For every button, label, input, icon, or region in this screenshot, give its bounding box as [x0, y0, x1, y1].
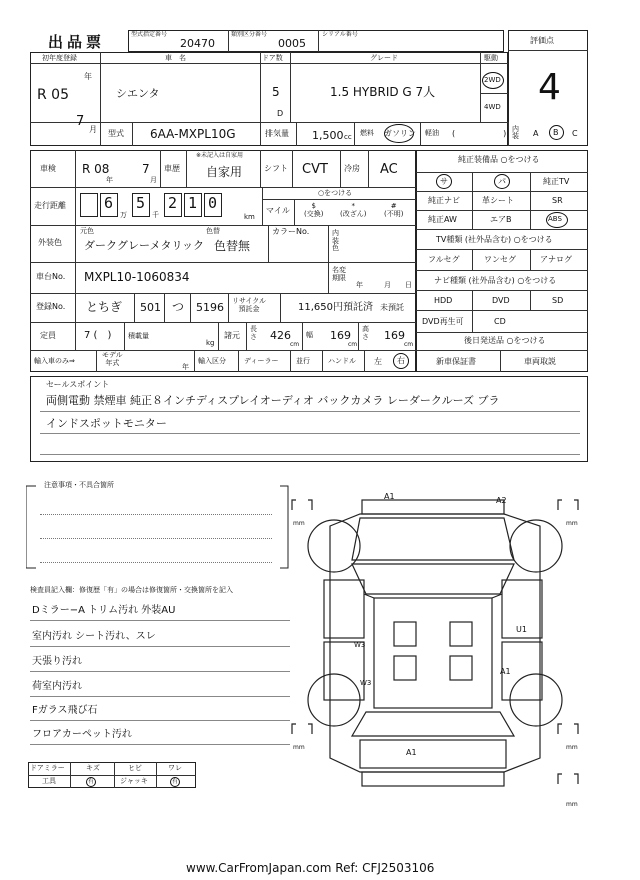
spare-tire-mm: mm: [566, 801, 578, 808]
sales-point-label: セールスポイント: [46, 380, 110, 389]
height-label: 高さ: [362, 325, 369, 341]
shaken-month-unit: 月: [150, 176, 157, 184]
usage-value: 自家用: [206, 165, 243, 179]
name-change-label: 名変 期限: [332, 266, 346, 283]
rating-label: 評価点: [530, 36, 554, 45]
fuel-other: ( ): [452, 129, 507, 138]
navi-title: ナビ種類 (社外品含む) ○をつける: [434, 276, 557, 285]
mileage-digit-1: 6: [104, 194, 114, 212]
damage-u1-right-door: U1: [516, 625, 527, 634]
model-label: 型式: [108, 129, 124, 138]
serial-label: シリアル番号: [322, 31, 358, 38]
mileage-exchange: $ (交換): [304, 202, 324, 219]
handle-left: 左: [374, 357, 382, 366]
type-no-label: 型式指定番号: [131, 31, 168, 38]
first-reg-era: R 05: [37, 87, 69, 103]
import-label: 輸入車のみ⇒: [34, 357, 75, 365]
car-name-label: 車 名: [165, 54, 186, 62]
width-unit: cm: [348, 341, 358, 348]
equip-genuine-tv: 純正TV: [543, 177, 570, 186]
model-year-unit: 年: [182, 363, 189, 371]
legend-tools-yes: 有: [88, 778, 95, 785]
mileage-digit-2: 5: [136, 194, 146, 212]
tv-title: TV種類 (社外品含む) ○をつける: [436, 235, 553, 244]
import-dealer: ディーラー: [244, 357, 279, 365]
inspector-label: 検査員記入欄：修復歴「有」の場合は修復箇所・交換箇所を記入: [30, 586, 233, 594]
doors-label: ドア数: [262, 54, 283, 62]
ac-value: AC: [380, 162, 398, 177]
note-item-5: Fガラス飛び石: [32, 705, 98, 716]
color-value: ダークグレーメタリック: [84, 239, 205, 252]
tire-rr-mm: mm: [566, 744, 578, 751]
displacement-value: 1,500: [312, 129, 344, 142]
drive-2wd: 2WD: [484, 76, 501, 84]
model-value: 6AA-MXPL10G: [150, 127, 236, 141]
length-unit: cm: [290, 341, 300, 348]
fuel-value: ガソリン: [384, 129, 416, 138]
light-oil-label: 軽油: [425, 129, 439, 137]
tire-fr-mm: mm: [566, 520, 578, 527]
car-damage-diagram: [290, 488, 590, 810]
width-label: 幅: [306, 331, 313, 339]
notes-title: 注意事項・不具合箇所: [44, 481, 114, 489]
damage-a1-rear-bumper: A1: [406, 748, 417, 757]
shaken-era: R 08: [82, 162, 110, 176]
chassis-label: 車台No.: [36, 272, 66, 281]
later-warranty: 新車保証書: [436, 357, 476, 366]
legend-ware: ワレ: [168, 764, 182, 772]
first-reg-month: 7: [76, 114, 85, 129]
later-title: 後日発送品 ○をつける: [464, 336, 546, 345]
reg-kana: つ: [172, 300, 185, 314]
import-parallel: 並行: [296, 357, 310, 365]
legend-kizu: キズ: [86, 764, 100, 772]
height-value: 169: [384, 329, 405, 342]
interior-b: B: [553, 128, 559, 137]
class-no-label: 類別区分番号: [231, 31, 268, 38]
note-item-6: フロアカーペット汚れ: [32, 729, 132, 740]
navi-cd: CD: [494, 317, 506, 326]
shaken-year-unit: 年: [106, 176, 113, 184]
usage-note: ※未記入は自家用: [196, 152, 244, 159]
mileage-digit-4: 1: [188, 194, 198, 212]
km-unit: km: [244, 213, 255, 221]
equip-genuine-aw: 純正AW: [428, 215, 457, 224]
reg-class: 501: [140, 301, 161, 314]
first-reg-year-unit: 年: [84, 72, 92, 81]
mileage-unknown: # (不明): [384, 202, 404, 219]
sen-unit: 千: [152, 211, 159, 219]
handle-label: ハンドル: [328, 357, 356, 365]
drive-label: 駆動: [484, 54, 498, 62]
note-item-3: 天張り汚れ: [32, 656, 82, 667]
model-year-label: モデル 年式: [102, 351, 123, 367]
doors-suffix: D: [277, 109, 284, 118]
equip-abs: ABS: [548, 215, 562, 223]
recycle-label: リサイクル 預託金: [232, 297, 267, 314]
tv-fullseg: フルセグ: [428, 255, 460, 264]
displacement-label: 排気量: [265, 129, 289, 138]
mileage-circle-note: ○をつける: [318, 189, 353, 197]
damage-a1-right-rear: A1: [500, 667, 511, 676]
handle-right: 右: [397, 356, 405, 365]
shaken-month: 7: [142, 162, 150, 176]
tire-fl-mm: mm: [293, 520, 305, 527]
legend-jack-yes: 有: [172, 778, 179, 785]
navi-hdd: HDD: [434, 296, 453, 305]
interior-color-label: 内装色: [332, 229, 339, 253]
first-reg-month-unit: 月: [89, 125, 97, 134]
size-label: 諸元: [224, 331, 240, 340]
first-reg-label: 初年度登録: [42, 54, 77, 62]
mile-label: マイル: [266, 206, 290, 215]
cc-unit: cc: [344, 133, 352, 141]
sales-point-line1: 両側電動 禁煙車 純正８インチディスプレイオーディオ バックカメラ レーダークルーズ ブラ: [46, 394, 500, 407]
length-value: 426: [270, 329, 291, 342]
kg-unit: kg: [206, 339, 215, 347]
drive-4wd: 4WD: [484, 103, 501, 111]
usage-label: 車歴: [164, 164, 180, 173]
man-unit: 万: [120, 211, 127, 219]
tv-oneseg: ワンセグ: [484, 255, 516, 264]
doors-value: 5: [272, 85, 280, 99]
reg-label: 登録No.: [36, 302, 66, 311]
mileage-altered: * (改ざん): [340, 202, 367, 219]
interior-a: A: [533, 129, 539, 138]
equip-sunroof: サ: [440, 177, 448, 186]
length-label: 長さ: [250, 325, 257, 341]
ac-label: 冷房: [344, 164, 360, 173]
damage-a1-front-bumper: A1: [384, 492, 395, 501]
chassis-value: MXPL10-1060834: [84, 270, 190, 284]
import-type-label: 輸入区分: [198, 357, 226, 365]
fuel-label: 燃料: [360, 129, 374, 137]
grade-value: 1.5 HYBRID G 7人: [330, 85, 436, 99]
mileage-digit-3: 2: [168, 194, 178, 212]
equip-leather: 革シート: [482, 196, 514, 205]
watermark: www.CarFromJapan.com Ref: CFJ2503106: [186, 861, 435, 875]
sales-point-line2: インドスポットモニター: [46, 417, 167, 430]
notes-bracket: [26, 478, 290, 574]
tv-analog: アナログ: [540, 255, 572, 264]
later-manual: 車両取説: [524, 357, 556, 366]
damage-a2-front-right: A2: [496, 496, 507, 505]
shaken-label: 車検: [40, 164, 56, 173]
reg-area: とちぎ: [86, 300, 123, 314]
equip-airbag: エアB: [490, 215, 512, 224]
recycle-value: 11,650円預託済: [298, 302, 373, 313]
capacity-label: 定員: [40, 331, 56, 340]
recycle-status: 未預託: [380, 303, 404, 312]
interior-c: C: [572, 129, 578, 138]
legend-hibi: ヒビ: [128, 764, 142, 772]
equipment-title: 純正装備品 ○をつける: [458, 155, 540, 164]
load-label: 積載量: [128, 332, 149, 340]
note-item-4: 荷室内汚れ: [32, 681, 82, 692]
note-item-1: Dミラー−A トリム汚れ 外装AU: [32, 605, 176, 616]
interior-label: 内装: [512, 125, 519, 140]
color-change-value: 色替無: [214, 239, 251, 253]
color-label: 外装色: [38, 238, 62, 247]
navi-dvd-player: DVD再生可: [422, 317, 464, 326]
legend-tools: 工具: [42, 777, 56, 785]
legend-door-mirror: ドアミラー: [30, 764, 65, 772]
mileage-label: 走行距離: [34, 201, 66, 210]
navi-sd: SD: [552, 296, 564, 305]
navi-dvd: DVD: [492, 296, 510, 305]
rating-value: 4: [538, 67, 561, 108]
car-name: シエンタ: [116, 87, 160, 100]
tire-rl-mm: mm: [293, 744, 305, 751]
shift-label: シフト: [264, 164, 288, 173]
damage-w3-left: W3: [354, 641, 366, 649]
original-color-label: 元色: [80, 227, 94, 235]
class-no: 0005: [278, 37, 306, 50]
grade-label: グレード: [370, 54, 398, 62]
color-no-label: カラーNo.: [272, 227, 310, 236]
width-value: 169: [330, 329, 351, 342]
name-change-date: 年 月 日: [356, 281, 412, 289]
reg-number: 5196: [196, 301, 224, 314]
equip-ps: パ: [498, 177, 506, 186]
note-item-2: 室内汚れ シート汚れ、スレ: [32, 631, 156, 642]
shift-value: CVT: [302, 162, 328, 177]
color-change-label: 色替: [206, 227, 220, 235]
capacity-value: 7 ( ): [84, 330, 112, 341]
form-title: 出品票: [48, 33, 106, 51]
equip-sr: SR: [552, 196, 563, 205]
legend-jack: ジャッキ: [120, 777, 148, 785]
height-unit: cm: [404, 341, 414, 348]
mileage-digit-box: [80, 193, 98, 217]
mileage-digit-5: 0: [208, 194, 218, 212]
equip-genuine-navi: 純正ナビ: [428, 196, 460, 205]
damage-w3-left-rear: W3: [360, 679, 372, 687]
type-no: 20470: [180, 37, 215, 50]
